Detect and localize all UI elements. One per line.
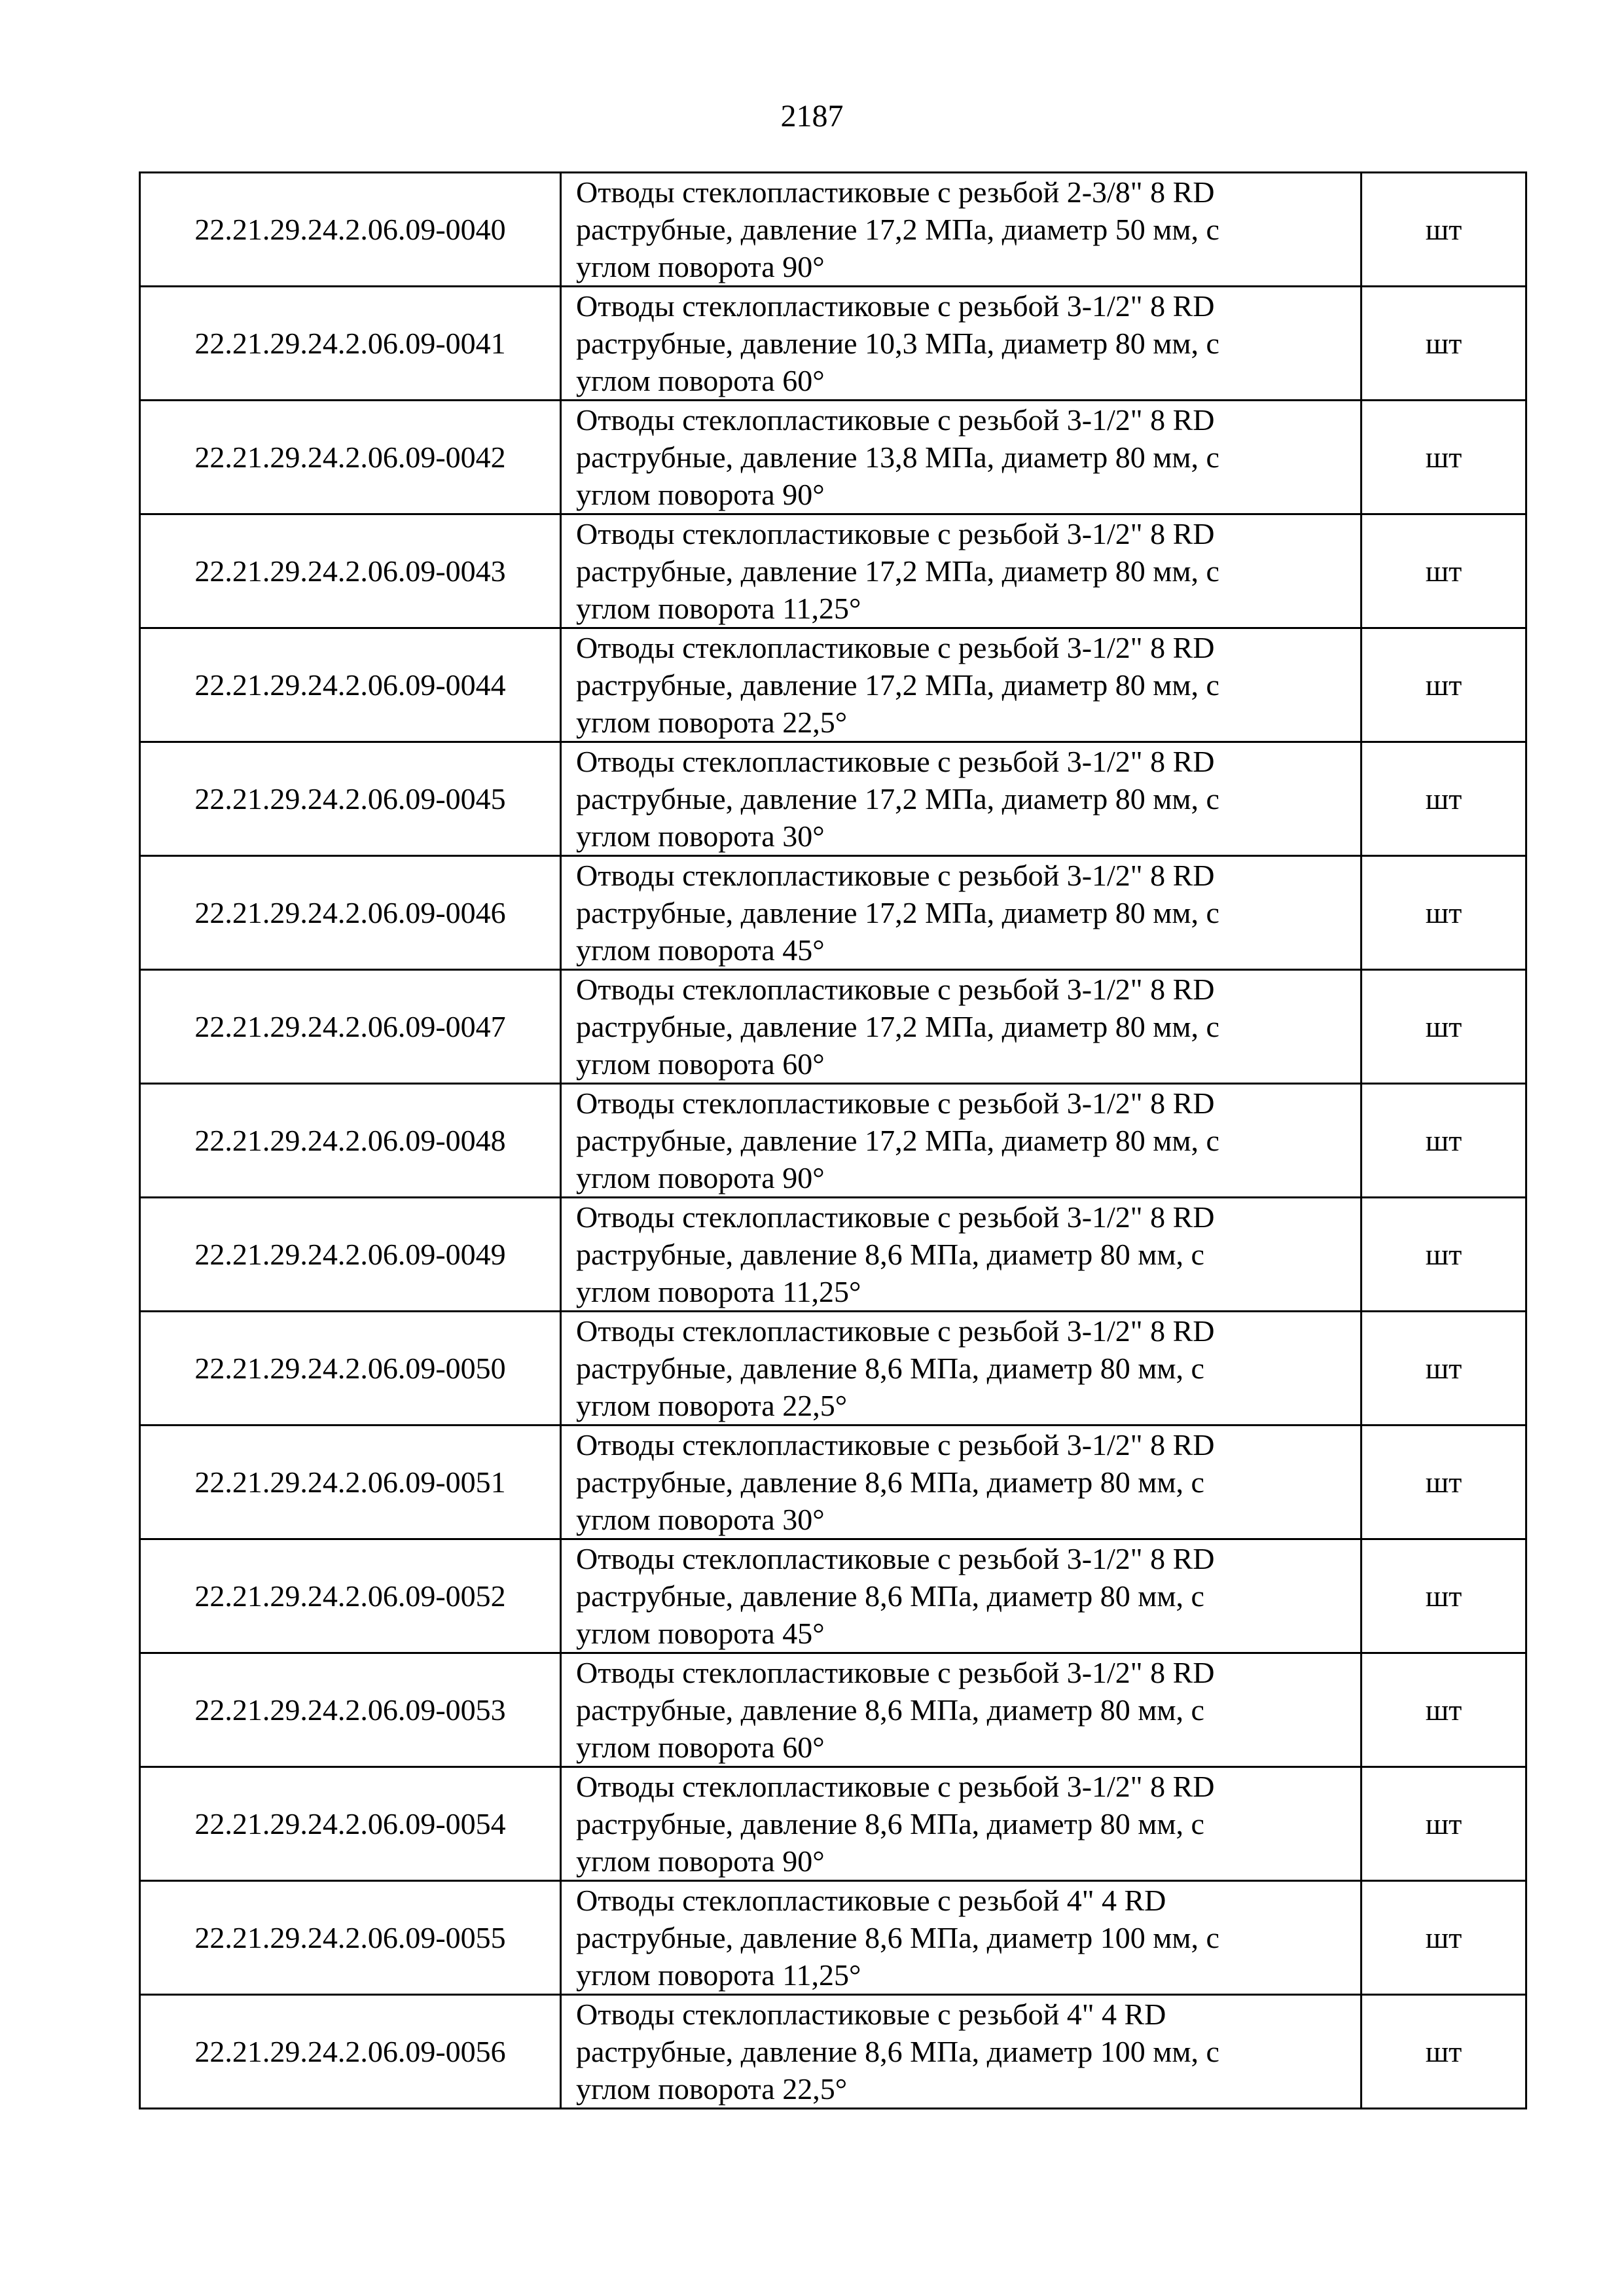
item-description-line: углом поворота 22,5° — [576, 1389, 848, 1422]
item-unit-cell: шт — [1362, 401, 1526, 514]
item-code-cell: 22.21.29.24.2.06.09-0045 — [140, 742, 561, 856]
item-code-cell: 22.21.29.24.2.06.09-0055 — [140, 1881, 561, 1995]
table-row — [140, 1653, 1526, 1767]
item-code-cell: 22.21.29.24.2.06.09-0046 — [140, 856, 561, 970]
item-description-line: Отводы стеклопластиковые с резьбой 3-1/2" 8 RD — [576, 859, 1215, 892]
item-description-line: углом поворота 60° — [576, 1047, 825, 1081]
item-unit-cell: шт — [1362, 628, 1526, 742]
item-unit-cell: шт — [1362, 1084, 1526, 1198]
item-description-line: раструбные, давление 17,2 МПа, диаметр 50 мм, с — [576, 213, 1219, 246]
item-description-line: Отводы стеклопластиковые с резьбой 3-1/2" 8 RD — [576, 289, 1215, 323]
item-code-cell: 22.21.29.24.2.06.09-0042 — [140, 401, 561, 514]
item-unit-cell: шт — [1362, 514, 1526, 628]
item-unit-cell: шт — [1362, 856, 1526, 970]
table-row — [140, 742, 1526, 856]
table-row — [140, 173, 1526, 287]
item-description-line: раструбные, давление 8,6 МПа, диаметр 80 мм, с — [576, 1579, 1204, 1613]
item-description-cell — [561, 287, 1362, 401]
item-description-cell — [561, 401, 1362, 514]
item-description-line: раструбные, давление 8,6 МПа, диаметр 100 мм, с — [576, 1921, 1219, 1954]
item-description-line: раструбные, давление 8,6 МПа, диаметр 100 мм, с — [576, 2035, 1219, 2068]
item-unit-cell: шт — [1362, 1653, 1526, 1767]
table-row — [140, 514, 1526, 628]
item-description-line: Отводы стеклопластиковые с резьбой 3-1/2" 8 RD — [576, 745, 1215, 778]
table-row — [140, 1312, 1526, 1426]
item-description-line: углом поворота 60° — [576, 364, 825, 397]
item-description-line: углом поворота 90° — [576, 250, 825, 283]
item-code-cell: 22.21.29.24.2.06.09-0047 — [140, 970, 561, 1084]
item-code-cell: 22.21.29.24.2.06.09-0054 — [140, 1767, 561, 1881]
table-row — [140, 1995, 1526, 2109]
item-description-line: углом поворота 30° — [576, 1503, 825, 1536]
item-description-line: Отводы стеклопластиковые с резьбой 4" 4 RD — [576, 1998, 1166, 2031]
item-description-cell — [561, 173, 1362, 287]
item-description-line: углом поворота 11,25° — [576, 1958, 861, 1992]
item-code-cell: 22.21.29.24.2.06.09-0048 — [140, 1084, 561, 1198]
item-code-cell: 22.21.29.24.2.06.09-0044 — [140, 628, 561, 742]
item-unit-cell: шт — [1362, 1198, 1526, 1312]
item-description-cell — [561, 1426, 1362, 1539]
item-description-line: раструбные, давление 17,2 МПа, диаметр 80 мм, с — [576, 896, 1219, 929]
item-unit-cell: шт — [1362, 1539, 1526, 1653]
table-row — [140, 856, 1526, 970]
table-row — [140, 1767, 1526, 1881]
item-description-line: раструбные, давление 8,6 МПа, диаметр 80 мм, с — [576, 1352, 1204, 1385]
item-description-line: Отводы стеклопластиковые с резьбой 3-1/2" 8 RD — [576, 1542, 1215, 1575]
item-description-line: раструбные, давление 8,6 МПа, диаметр 80 мм, с — [576, 1465, 1204, 1499]
item-description-line: раструбные, давление 8,6 МПа, диаметр 80 мм, с — [576, 1238, 1204, 1271]
item-description-line: углом поворота 90° — [576, 1844, 825, 1878]
item-description-line: раструбные, давление 17,2 МПа, диаметр 80 мм, с — [576, 1124, 1219, 1157]
item-description-cell — [561, 514, 1362, 628]
item-unit-cell: шт — [1362, 173, 1526, 287]
item-description-cell — [561, 970, 1362, 1084]
item-unit-cell: шт — [1362, 1767, 1526, 1881]
item-unit-cell: шт — [1362, 1881, 1526, 1995]
item-code-cell: 22.21.29.24.2.06.09-0041 — [140, 287, 561, 401]
item-description-line: Отводы стеклопластиковые с резьбой 3-1/2" 8 RD — [576, 631, 1215, 664]
item-description-line: углом поворота 45° — [576, 1617, 825, 1650]
item-description-cell — [561, 1084, 1362, 1198]
catalog-table-body — [140, 173, 1526, 2109]
catalog-table — [139, 171, 1527, 2109]
item-description-line: углом поворота 22,5° — [576, 2072, 848, 2106]
item-unit-cell: шт — [1362, 287, 1526, 401]
table-row — [140, 628, 1526, 742]
item-unit-cell: шт — [1362, 1312, 1526, 1426]
table-row — [140, 1198, 1526, 1312]
item-description-cell — [561, 1539, 1362, 1653]
item-description-line: раструбные, давление 17,2 МПа, диаметр 80 мм, с — [576, 1010, 1219, 1043]
item-description-cell — [561, 1653, 1362, 1767]
item-description-line: углом поворота 30° — [576, 819, 825, 853]
item-description-line: Отводы стеклопластиковые с резьбой 2-3/8" 8 RD — [576, 175, 1215, 209]
item-code-cell: 22.21.29.24.2.06.09-0050 — [140, 1312, 561, 1426]
item-code-cell: 22.21.29.24.2.06.09-0056 — [140, 1995, 561, 2109]
table-row — [140, 287, 1526, 401]
table-row — [140, 1084, 1526, 1198]
item-description-line: раструбные, давление 17,2 МПа, диаметр 80 мм, с — [576, 782, 1219, 816]
item-code-cell: 22.21.29.24.2.06.09-0040 — [140, 173, 561, 287]
item-description-line: Отводы стеклопластиковые с резьбой 4" 4 RD — [576, 1884, 1166, 1917]
item-description-line: Отводы стеклопластиковые с резьбой 3-1/2" 8 RD — [576, 517, 1215, 550]
item-unit-cell: шт — [1362, 1426, 1526, 1539]
item-description-line: углом поворота 90° — [576, 1161, 825, 1194]
item-description-line: Отводы стеклопластиковые с резьбой 3-1/2" 8 RD — [576, 403, 1215, 437]
table-row — [140, 970, 1526, 1084]
item-description-line: раструбные, давление 17,2 МПа, диаметр 80 мм, с — [576, 668, 1219, 702]
table-row — [140, 1426, 1526, 1539]
item-code-cell: 22.21.29.24.2.06.09-0052 — [140, 1539, 561, 1653]
item-description-line: углом поворота 60° — [576, 1731, 825, 1764]
item-code-cell: 22.21.29.24.2.06.09-0051 — [140, 1426, 561, 1539]
item-code-cell: 22.21.29.24.2.06.09-0053 — [140, 1653, 561, 1767]
item-description-cell — [561, 1881, 1362, 1995]
table-row — [140, 401, 1526, 514]
item-description-line: углом поворота 11,25° — [576, 592, 861, 625]
item-code-cell: 22.21.29.24.2.06.09-0043 — [140, 514, 561, 628]
item-description-line: углом поворота 90° — [576, 478, 825, 511]
item-description-cell — [561, 1198, 1362, 1312]
item-description-cell — [561, 628, 1362, 742]
item-description-line: раструбные, давление 13,8 МПа, диаметр 80 мм, с — [576, 440, 1219, 474]
item-unit-cell: шт — [1362, 1995, 1526, 2109]
table-row — [140, 1539, 1526, 1653]
item-description-cell — [561, 1767, 1362, 1881]
item-description-cell — [561, 742, 1362, 856]
page-number: 2187 — [780, 99, 844, 134]
item-description-cell — [561, 856, 1362, 970]
item-description-line: Отводы стеклопластиковые с резьбой 3-1/2" 8 RD — [576, 1200, 1215, 1234]
item-description-line: раструбные, давление 8,6 МПа, диаметр 80 мм, с — [576, 1807, 1204, 1840]
item-description-line: раструбные, давление 8,6 МПа, диаметр 80 мм, с — [576, 1693, 1204, 1727]
item-description-line: Отводы стеклопластиковые с резьбой 3-1/2" 8 RD — [576, 1428, 1215, 1462]
item-description-line: раструбные, давление 17,2 МПа, диаметр 80 мм, с — [576, 554, 1219, 588]
item-description-line: Отводы стеклопластиковые с резьбой 3-1/2" 8 RD — [576, 1314, 1215, 1348]
item-description-line: углом поворота 45° — [576, 933, 825, 967]
item-unit-cell: шт — [1362, 970, 1526, 1084]
item-description-line: углом поворота 11,25° — [576, 1275, 861, 1308]
item-description-line: углом поворота 22,5° — [576, 706, 848, 739]
item-code-cell: 22.21.29.24.2.06.09-0049 — [140, 1198, 561, 1312]
item-description-line: Отводы стеклопластиковые с резьбой 3-1/2" 8 RD — [576, 973, 1215, 1006]
item-description-cell — [561, 1312, 1362, 1426]
item-description-line: Отводы стеклопластиковые с резьбой 3-1/2" 8 RD — [576, 1770, 1215, 1803]
table-row — [140, 1881, 1526, 1995]
item-description-cell — [561, 1995, 1362, 2109]
item-description-line: Отводы стеклопластиковые с резьбой 3-1/2" 8 RD — [576, 1086, 1215, 1120]
item-description-line: Отводы стеклопластиковые с резьбой 3-1/2" 8 RD — [576, 1656, 1215, 1689]
item-description-line: раструбные, давление 10,3 МПа, диаметр 80 мм, с — [576, 327, 1219, 360]
item-unit-cell: шт — [1362, 742, 1526, 856]
